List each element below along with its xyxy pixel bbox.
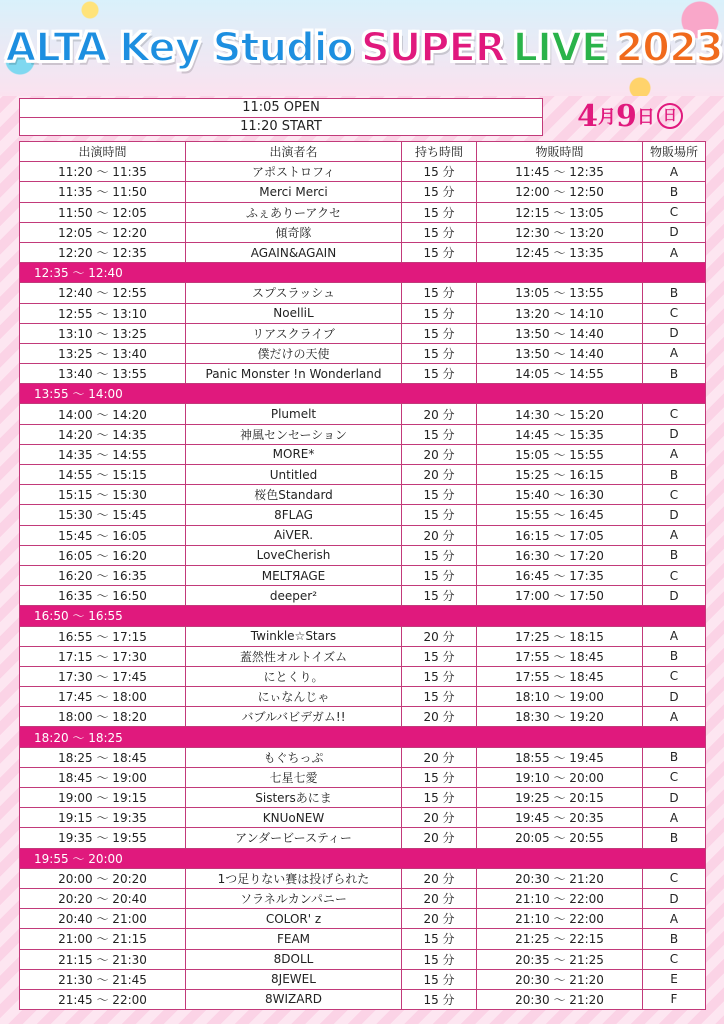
cell-duration: 15 分 xyxy=(402,202,477,222)
table-row xyxy=(20,364,706,384)
cell-merch-time: 11:45 ～ 12:35 xyxy=(477,162,643,182)
cell-duration: 15 分 xyxy=(402,586,477,606)
break-row xyxy=(20,727,706,747)
table-row xyxy=(20,929,706,949)
cell-performance-time: 21:45 ～ 22:00 xyxy=(20,989,186,1009)
table-row xyxy=(20,323,706,343)
break-time: 12:35 ～ 12:40 xyxy=(20,263,706,283)
cell-performer: 僕だけの天使 xyxy=(186,343,402,363)
cell-merch-time: 13:20 ～ 14:10 xyxy=(477,303,643,323)
cell-duration: 15 分 xyxy=(402,989,477,1009)
cell-performer: Twinkle☆Stars xyxy=(186,626,402,646)
cell-performer: 桜色Standard xyxy=(186,485,402,505)
cell-merch-place: A xyxy=(643,242,706,262)
open-start-box xyxy=(19,98,543,136)
cell-duration: 15 分 xyxy=(402,545,477,565)
table-row xyxy=(20,283,706,303)
cell-duration: 15 分 xyxy=(402,485,477,505)
cell-merch-time: 19:10 ～ 20:00 xyxy=(477,767,643,787)
header-banner xyxy=(0,0,724,96)
cell-merch-time: 15:55 ～ 16:45 xyxy=(477,505,643,525)
cell-merch-time: 19:25 ～ 20:15 xyxy=(477,788,643,808)
cell-merch-place: D xyxy=(643,222,706,242)
table-row xyxy=(20,828,706,848)
start-time: 11:20 START xyxy=(20,117,542,136)
cell-merch-place: C xyxy=(643,404,706,424)
header-merch-place: 物販場所 xyxy=(643,142,706,162)
table-row xyxy=(20,545,706,565)
cell-duration: 15 分 xyxy=(402,182,477,202)
cell-duration: 15 分 xyxy=(402,283,477,303)
cell-duration: 15 分 xyxy=(402,767,477,787)
cell-performance-time: 18:00 ～ 18:20 xyxy=(20,707,186,727)
cell-duration: 15 分 xyxy=(402,969,477,989)
table-row xyxy=(20,626,706,646)
table-row xyxy=(20,868,706,888)
cell-duration: 15 分 xyxy=(402,687,477,707)
cell-duration: 20 分 xyxy=(402,626,477,646)
cell-duration: 20 分 xyxy=(402,525,477,545)
cell-duration: 15 分 xyxy=(402,222,477,242)
cell-merch-place: D xyxy=(643,323,706,343)
cell-performance-time: 18:25 ～ 18:45 xyxy=(20,747,186,767)
cell-merch-time: 17:55 ～ 18:45 xyxy=(477,666,643,686)
cell-duration: 15 分 xyxy=(402,303,477,323)
cell-performer: 8JEWEL xyxy=(186,969,402,989)
table-row xyxy=(20,222,706,242)
cell-performer: MELTЯAGE xyxy=(186,565,402,585)
cell-performer: Sistersあにま xyxy=(186,788,402,808)
cell-merch-time: 17:00 ～ 17:50 xyxy=(477,586,643,606)
cell-merch-place: B xyxy=(643,364,706,384)
cell-merch-place: D xyxy=(643,424,706,444)
cell-performance-time: 20:00 ～ 20:20 xyxy=(20,868,186,888)
cell-merch-place: D xyxy=(643,888,706,908)
cell-performer: Untitled xyxy=(186,465,402,485)
cell-duration: 20 分 xyxy=(402,444,477,464)
header-merch-time: 物販時間 xyxy=(477,142,643,162)
cell-performance-time: 19:35 ～ 19:55 xyxy=(20,828,186,848)
cell-performer: deeper² xyxy=(186,586,402,606)
cell-duration: 15 分 xyxy=(402,646,477,666)
cell-duration: 15 分 xyxy=(402,929,477,949)
date-month-unit: 月 xyxy=(598,107,616,128)
cell-duration: 15 分 xyxy=(402,343,477,363)
title-part-live: LIVE xyxy=(512,25,608,71)
table-row xyxy=(20,525,706,545)
cell-duration: 20 分 xyxy=(402,888,477,908)
cell-merch-place: B xyxy=(643,828,706,848)
table-row xyxy=(20,989,706,1009)
cell-duration: 15 分 xyxy=(402,323,477,343)
cell-merch-place: A xyxy=(643,707,706,727)
break-row xyxy=(20,263,706,283)
cell-merch-time: 18:10 ～ 19:00 xyxy=(477,687,643,707)
table-row xyxy=(20,485,706,505)
table-row xyxy=(20,969,706,989)
cell-merch-time: 13:50 ～ 14:40 xyxy=(477,343,643,363)
cell-performer: FEAM xyxy=(186,929,402,949)
cell-performer: 8FLAG xyxy=(186,505,402,525)
cell-performer: もぐちっぷ xyxy=(186,747,402,767)
header-duration: 持ち時間 xyxy=(402,142,477,162)
break-row xyxy=(20,848,706,868)
table-row xyxy=(20,747,706,767)
cell-performance-time: 20:40 ～ 21:00 xyxy=(20,909,186,929)
timetable-body xyxy=(20,162,706,1010)
cell-performance-time: 18:45 ～ 19:00 xyxy=(20,767,186,787)
table-row xyxy=(20,565,706,585)
cell-performer: 1つ足りない賽は投げられた xyxy=(186,868,402,888)
cell-duration: 15 分 xyxy=(402,788,477,808)
cell-performance-time: 19:15 ～ 19:35 xyxy=(20,808,186,828)
event-title xyxy=(5,8,723,88)
cell-merch-time: 13:50 ～ 14:40 xyxy=(477,323,643,343)
table-row xyxy=(20,888,706,908)
cell-performer: NoelliL xyxy=(186,303,402,323)
cell-performer: にとくり。 xyxy=(186,666,402,686)
cell-performance-time: 14:00 ～ 14:20 xyxy=(20,404,186,424)
break-time: 19:55 ～ 20:00 xyxy=(20,848,706,868)
cell-merch-place: C xyxy=(643,767,706,787)
cell-merch-place: E xyxy=(643,969,706,989)
event-date xyxy=(560,96,700,136)
table-row xyxy=(20,444,706,464)
cell-merch-place: C xyxy=(643,202,706,222)
cell-merch-place: C xyxy=(643,485,706,505)
cell-merch-time: 17:25 ～ 18:15 xyxy=(477,626,643,646)
break-time: 16:50 ～ 16:55 xyxy=(20,606,706,626)
cell-merch-time: 14:30 ～ 15:20 xyxy=(477,404,643,424)
cell-merch-time: 15:25 ～ 16:15 xyxy=(477,465,643,485)
table-row xyxy=(20,505,706,525)
break-time: 18:20 ～ 18:25 xyxy=(20,727,706,747)
cell-merch-place: B xyxy=(643,283,706,303)
date-month: 4 xyxy=(577,98,598,134)
cell-duration: 20 分 xyxy=(402,747,477,767)
cell-merch-place: A xyxy=(643,162,706,182)
cell-duration: 15 分 xyxy=(402,424,477,444)
cell-performance-time: 17:15 ～ 17:30 xyxy=(20,646,186,666)
cell-performer: Merci Merci xyxy=(186,182,402,202)
cell-performance-time: 21:15 ～ 21:30 xyxy=(20,949,186,969)
cell-performance-time: 12:55 ～ 13:10 xyxy=(20,303,186,323)
cell-merch-time: 12:00 ～ 12:50 xyxy=(477,182,643,202)
cell-performer: アンダービースティー xyxy=(186,828,402,848)
break-row xyxy=(20,384,706,404)
cell-performance-time: 16:35 ～ 16:50 xyxy=(20,586,186,606)
cell-performer: KNUoNEW xyxy=(186,808,402,828)
table-row xyxy=(20,707,706,727)
cell-merch-place: B xyxy=(643,545,706,565)
cell-performer: スプスラッシュ xyxy=(186,283,402,303)
table-row xyxy=(20,202,706,222)
cell-performer: アポストロフィ xyxy=(186,162,402,182)
cell-performance-time: 15:45 ～ 16:05 xyxy=(20,525,186,545)
cell-performer: バブルバビデガム!! xyxy=(186,707,402,727)
cell-merch-place: A xyxy=(643,525,706,545)
cell-performance-time: 13:40 ～ 13:55 xyxy=(20,364,186,384)
cell-duration: 20 分 xyxy=(402,828,477,848)
cell-duration: 20 分 xyxy=(402,909,477,929)
cell-merch-place: B xyxy=(643,182,706,202)
cell-duration: 20 分 xyxy=(402,808,477,828)
cell-merch-place: D xyxy=(643,788,706,808)
cell-performer: LoveCherish xyxy=(186,545,402,565)
cell-merch-place: A xyxy=(643,343,706,363)
cell-merch-time: 14:45 ～ 15:35 xyxy=(477,424,643,444)
cell-merch-time: 20:35 ～ 21:25 xyxy=(477,949,643,969)
cell-duration: 20 分 xyxy=(402,465,477,485)
table-row xyxy=(20,303,706,323)
timetable xyxy=(19,141,706,1010)
cell-performance-time: 12:20 ～ 12:35 xyxy=(20,242,186,262)
cell-duration: 15 分 xyxy=(402,666,477,686)
table-row xyxy=(20,949,706,969)
cell-merch-place: B xyxy=(643,646,706,666)
cell-performance-time: 11:20 ～ 11:35 xyxy=(20,162,186,182)
table-row xyxy=(20,424,706,444)
cell-merch-time: 17:55 ～ 18:45 xyxy=(477,646,643,666)
cell-performance-time: 11:35 ～ 11:50 xyxy=(20,182,186,202)
cell-merch-place: C xyxy=(643,949,706,969)
cell-performance-time: 17:30 ～ 17:45 xyxy=(20,666,186,686)
cell-performance-time: 12:40 ～ 12:55 xyxy=(20,283,186,303)
cell-performance-time: 14:55 ～ 15:15 xyxy=(20,465,186,485)
cell-performance-time: 14:35 ～ 14:55 xyxy=(20,444,186,464)
cell-duration: 15 分 xyxy=(402,162,477,182)
cell-merch-place: B xyxy=(643,929,706,949)
cell-merch-time: 12:30 ～ 13:20 xyxy=(477,222,643,242)
cell-merch-time: 20:30 ～ 21:20 xyxy=(477,969,643,989)
header-performer: 出演者名 xyxy=(186,142,402,162)
date-weekday: 日 xyxy=(657,103,683,129)
cell-performance-time: 21:00 ～ 21:15 xyxy=(20,929,186,949)
cell-performer: Plumelt xyxy=(186,404,402,424)
table-header-row xyxy=(20,142,706,162)
cell-performer: AGAIN&AGAIN xyxy=(186,242,402,262)
cell-duration: 20 分 xyxy=(402,404,477,424)
cell-merch-place: A xyxy=(643,444,706,464)
cell-performance-time: 16:05 ～ 16:20 xyxy=(20,545,186,565)
break-row xyxy=(20,606,706,626)
cell-performer: 傾奇隊 xyxy=(186,222,402,242)
table-row xyxy=(20,767,706,787)
cell-performance-time: 11:50 ～ 12:05 xyxy=(20,202,186,222)
cell-performer: リアスクライブ xyxy=(186,323,402,343)
cell-merch-place: D xyxy=(643,687,706,707)
cell-performer: にぃなんじゃ xyxy=(186,687,402,707)
table-row xyxy=(20,909,706,929)
cell-merch-time: 12:15 ～ 13:05 xyxy=(477,202,643,222)
cell-performance-time: 17:45 ～ 18:00 xyxy=(20,687,186,707)
cell-merch-time: 20:05 ～ 20:55 xyxy=(477,828,643,848)
cell-merch-time: 16:45 ～ 17:35 xyxy=(477,565,643,585)
cell-merch-time: 21:25 ～ 22:15 xyxy=(477,929,643,949)
cell-performance-time: 21:30 ～ 21:45 xyxy=(20,969,186,989)
cell-merch-time: 16:15 ～ 17:05 xyxy=(477,525,643,545)
table-row xyxy=(20,162,706,182)
cell-duration: 20 分 xyxy=(402,868,477,888)
table-row xyxy=(20,465,706,485)
cell-merch-time: 14:05 ～ 14:55 xyxy=(477,364,643,384)
cell-duration: 15 分 xyxy=(402,949,477,969)
cell-performer: 神風センセーション xyxy=(186,424,402,444)
table-row xyxy=(20,687,706,707)
title-part-venue: ALTA Key Studio xyxy=(5,25,353,71)
cell-merch-place: C xyxy=(643,666,706,686)
cell-performance-time: 20:20 ～ 20:40 xyxy=(20,888,186,908)
cell-duration: 15 分 xyxy=(402,242,477,262)
cell-performance-time: 16:55 ～ 17:15 xyxy=(20,626,186,646)
cell-merch-place: B xyxy=(643,747,706,767)
cell-performance-time: 15:15 ～ 15:30 xyxy=(20,485,186,505)
title-part-year: 2023 xyxy=(615,25,723,71)
cell-performance-time: 14:20 ～ 14:35 xyxy=(20,424,186,444)
cell-performer: 蓋然性オルトイズム xyxy=(186,646,402,666)
cell-merch-place: C xyxy=(643,303,706,323)
cell-performance-time: 12:05 ～ 12:20 xyxy=(20,222,186,242)
cell-performer: ふぇありーアクセ xyxy=(186,202,402,222)
cell-performer: ソラネルカンパニー xyxy=(186,888,402,908)
table-row xyxy=(20,242,706,262)
cell-merch-place: D xyxy=(643,586,706,606)
cell-performance-time: 15:30 ～ 15:45 xyxy=(20,505,186,525)
cell-duration: 15 分 xyxy=(402,505,477,525)
table-row xyxy=(20,343,706,363)
cell-merch-time: 13:05 ～ 13:55 xyxy=(477,283,643,303)
cell-merch-time: 18:55 ～ 19:45 xyxy=(477,747,643,767)
title-part-super: SUPER xyxy=(360,25,505,71)
cell-performer: 8DOLL xyxy=(186,949,402,969)
open-time: 11:05 OPEN xyxy=(242,100,320,115)
cell-merch-place: F xyxy=(643,989,706,1009)
cell-performer: COLOR' z xyxy=(186,909,402,929)
cell-performance-time: 16:20 ～ 16:35 xyxy=(20,565,186,585)
cell-merch-time: 12:45 ～ 13:35 xyxy=(477,242,643,262)
cell-merch-time: 20:30 ～ 21:20 xyxy=(477,868,643,888)
cell-merch-place: D xyxy=(643,505,706,525)
cell-merch-time: 15:05 ～ 15:55 xyxy=(477,444,643,464)
header-performance-time: 出演時間 xyxy=(20,142,186,162)
cell-performer: 8WIZARD xyxy=(186,989,402,1009)
cell-performer: Panic Monster !n Wonderland xyxy=(186,364,402,384)
date-day: 9 xyxy=(616,98,637,134)
cell-merch-time: 16:30 ～ 17:20 xyxy=(477,545,643,565)
cell-performance-time: 19:00 ～ 19:15 xyxy=(20,788,186,808)
cell-performance-time: 13:10 ～ 13:25 xyxy=(20,323,186,343)
cell-duration: 15 分 xyxy=(402,565,477,585)
cell-merch-place: A xyxy=(643,808,706,828)
cell-merch-time: 15:40 ～ 16:30 xyxy=(477,485,643,505)
cell-performance-time: 13:25 ～ 13:40 xyxy=(20,343,186,363)
table-row xyxy=(20,808,706,828)
cell-merch-time: 21:10 ～ 22:00 xyxy=(477,909,643,929)
table-row xyxy=(20,586,706,606)
cell-performer: 七星七愛 xyxy=(186,767,402,787)
cell-performer: AiVER. xyxy=(186,525,402,545)
table-row xyxy=(20,404,706,424)
cell-merch-time: 18:30 ～ 19:20 xyxy=(477,707,643,727)
cell-duration: 15 分 xyxy=(402,364,477,384)
table-row xyxy=(20,788,706,808)
cell-merch-time: 20:30 ～ 21:20 xyxy=(477,989,643,1009)
cell-duration: 20 分 xyxy=(402,707,477,727)
cell-merch-time: 19:45 ～ 20:35 xyxy=(477,808,643,828)
cell-merch-place: A xyxy=(643,626,706,646)
date-day-unit: 日 xyxy=(636,107,655,128)
cell-merch-place: B xyxy=(643,465,706,485)
cell-merch-time: 21:10 ～ 22:00 xyxy=(477,888,643,908)
break-time: 13:55 ～ 14:00 xyxy=(20,384,706,404)
cell-performer: MORE* xyxy=(186,444,402,464)
cell-merch-place: C xyxy=(643,565,706,585)
table-row xyxy=(20,646,706,666)
table-row xyxy=(20,182,706,202)
table-row xyxy=(20,666,706,686)
cell-merch-place: A xyxy=(643,909,706,929)
cell-merch-place: C xyxy=(643,868,706,888)
